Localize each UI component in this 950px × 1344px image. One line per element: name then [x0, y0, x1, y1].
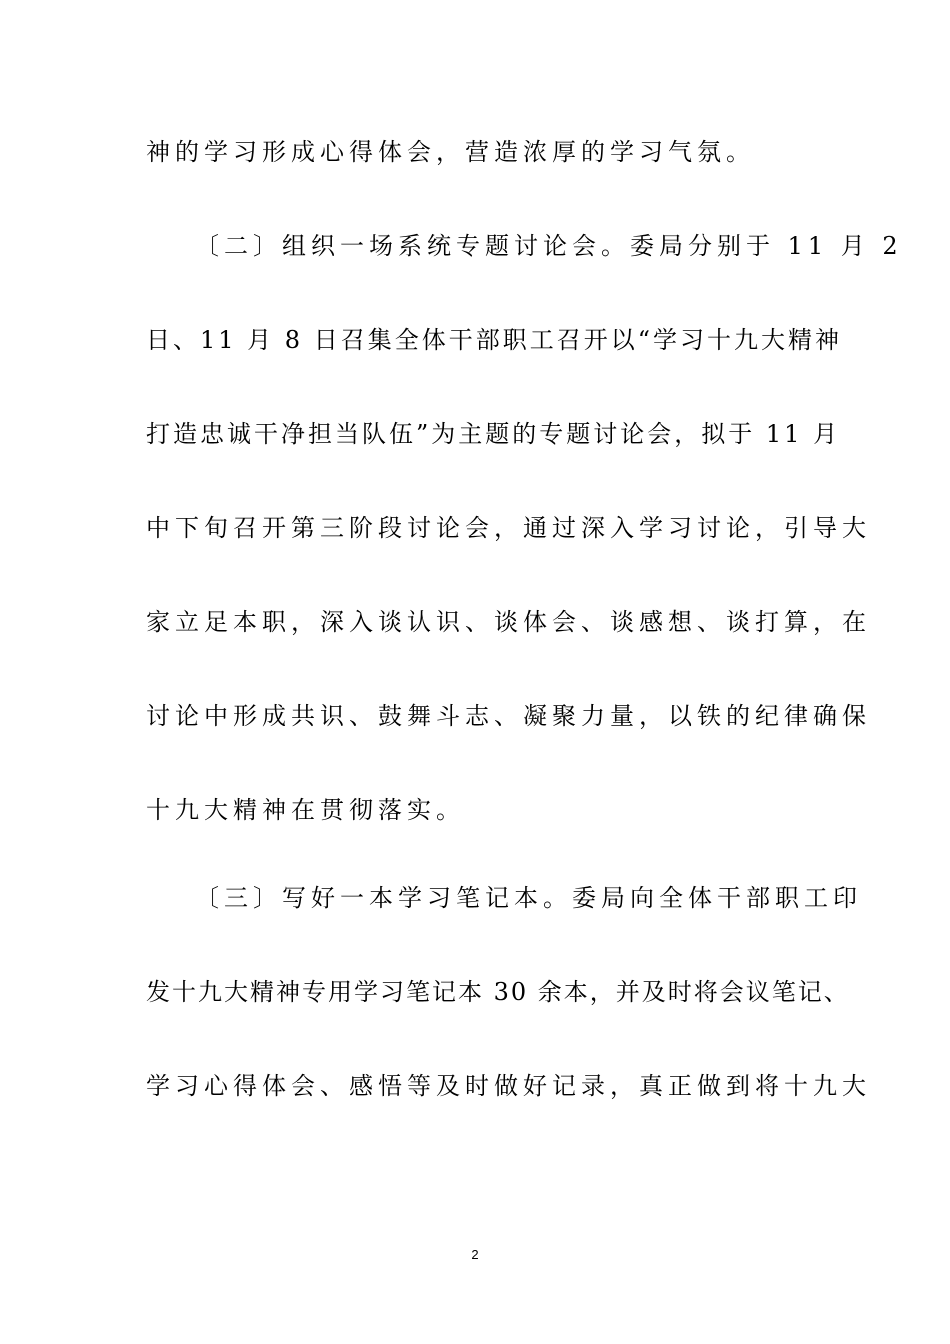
text-line-6: 家立足本职，深入谈认识、谈体会、谈感想、谈打算，在 — [146, 608, 871, 636]
text-line-9: 〔三〕写好一本学习笔记本。委局向全体干部职工印 — [195, 884, 862, 912]
text-line-4: 打造忠诚干净担当队伍”为主题的专题讨论会，拟于 11 月 — [146, 420, 841, 448]
text-line-11: 学习心得体会、感悟等及时做好记录，真正做到将十九大 — [146, 1072, 871, 1100]
text-line-3: 日、11 月 8 日召集全体干部职工召开以“学习十九大精神 — [146, 326, 842, 354]
text-line-5: 中下旬召开第三阶段讨论会，通过深入学习讨论，引导大 — [146, 514, 871, 542]
text-line-7: 讨论中形成共识、鼓舞斗志、凝聚力量，以铁的纪律确保 — [146, 702, 871, 730]
text-line-1: 神的学习形成心得体会，营造浓厚的学习气氛。 — [146, 138, 755, 166]
text-line-10: 发十九大精神专用学习笔记本 30 余本，并及时将会议笔记、 — [146, 978, 850, 1006]
text-line-8: 十九大精神在贯彻落实。 — [146, 796, 465, 824]
page-number: 2 — [471, 1247, 479, 1262]
text-line-2: 〔二〕组织一场系统专题讨论会。委局分别于 11 月 2 — [195, 232, 903, 260]
